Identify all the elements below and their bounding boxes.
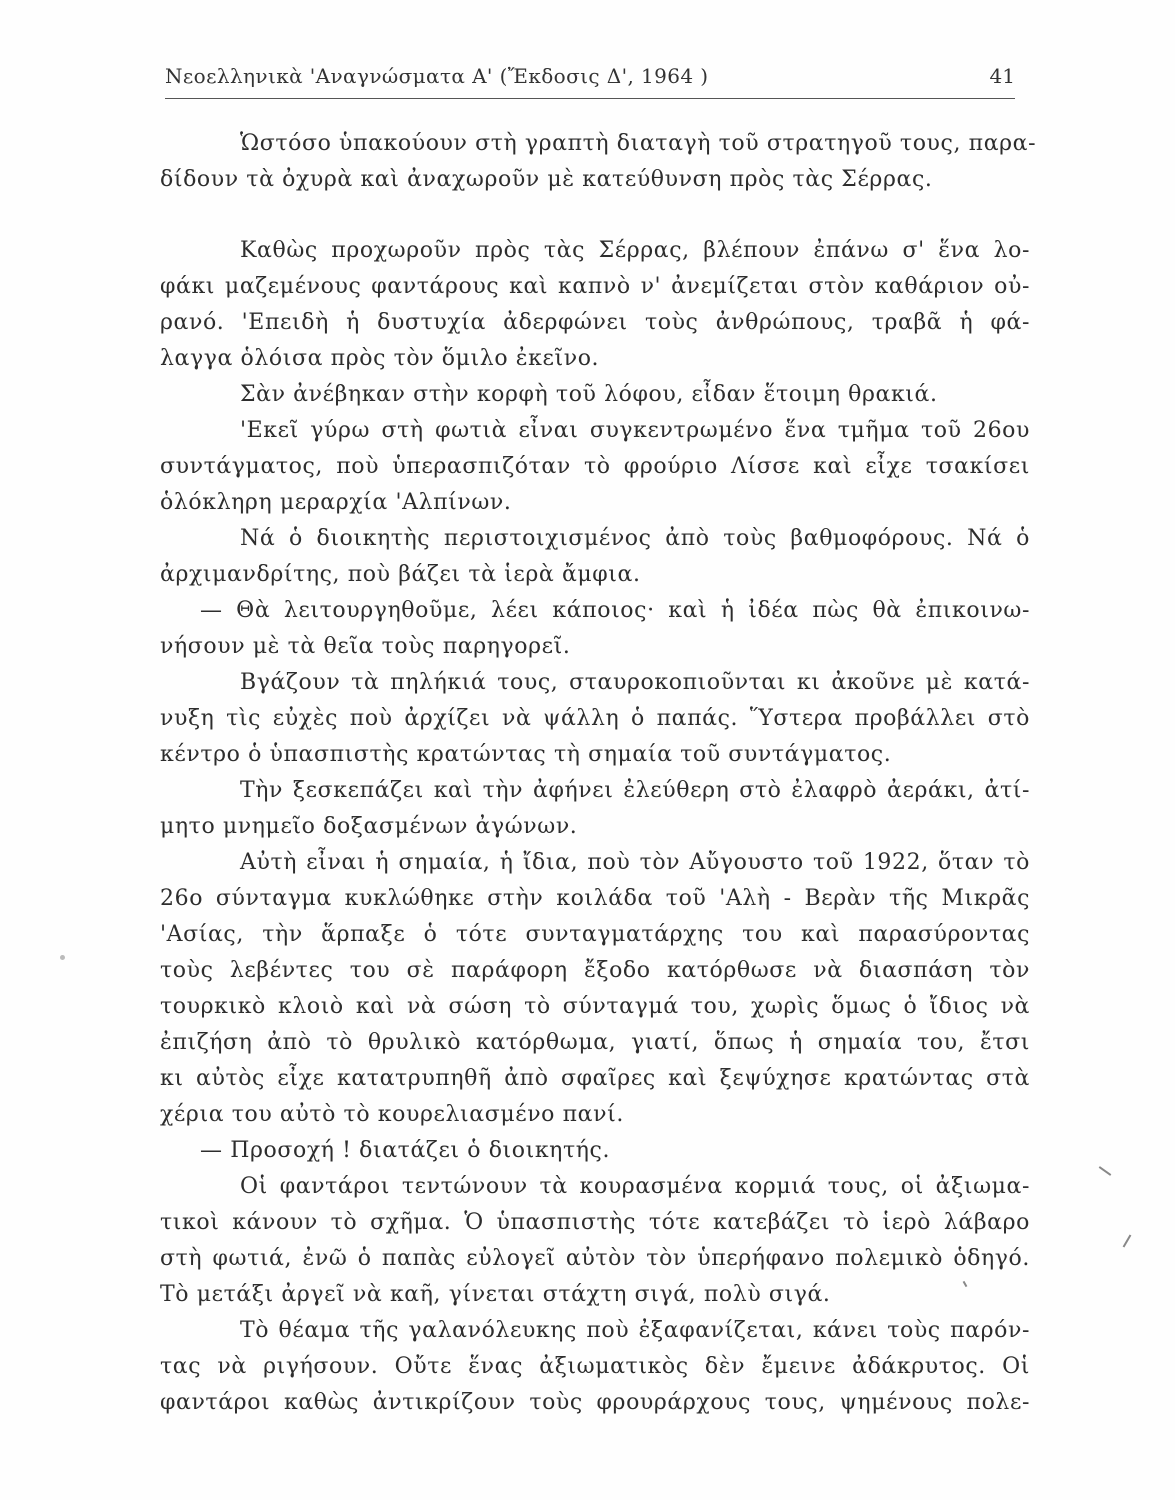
text-line: 26ο σύνταγμα κυκλώθηκε στὴν κοιλάδα τοῦ 'Αλὴ - Βερὰν τῆς Μικρᾶς bbox=[160, 886, 1030, 911]
paragraph bbox=[160, 1133, 1030, 1169]
book-title: Νεοελληνικὰ 'Αναγνώσματα Α' (Ἔκδοσις Δ', 1964 ) bbox=[165, 64, 709, 88]
paragraph bbox=[160, 845, 1030, 1133]
paragraph bbox=[160, 126, 1037, 198]
paragraph bbox=[160, 773, 1030, 845]
scan-mark bbox=[1099, 1166, 1112, 1176]
text-line: Νά ὁ διοικητὴς περιστοιχισμένος ἀπὸ τοὺς βαθμοφόρους. Νά ὁ bbox=[240, 526, 1030, 551]
running-header bbox=[165, 64, 1015, 99]
text-line: Βγάζουν τὰ πηλήκιά τους, σταυροκοπιοῦνται κι ἀκοῦνε μὲ κατά- bbox=[240, 670, 1030, 695]
paragraph bbox=[160, 665, 1030, 773]
paragraph bbox=[160, 1169, 1030, 1313]
text-line: νυξη τὶς εὐχὲς ποὺ ἀρχίζει νὰ ψάλλη ὁ παπάς. Ὕστερα προβάλλει στὸ bbox=[160, 706, 1030, 731]
text-line: τουρκικὸ κλοιὸ καὶ νὰ σώση τὸ σύνταγμά του, χωρὶς ὅμως ὁ ἴδιος νὰ bbox=[160, 994, 1030, 1019]
text-line: Καθὼς προχωροῦν πρὸς τὰς Σέρρας, βλέπουν ἐπάνω σ' ἕνα λο- bbox=[240, 238, 1030, 263]
text-line: φάκι μαζεμένους φαντάρους καὶ καπνὸ ν' ἀνεμίζεται στὸν καθάριον οὐ- bbox=[160, 274, 1030, 299]
page-number: 41 bbox=[989, 64, 1015, 88]
paragraph bbox=[160, 233, 1030, 377]
paragraph bbox=[160, 593, 1030, 665]
text-line: φαντάροι καθὼς ἀντικρίζουν τοὺς φρουράρχους τους, ψημένους πολε- bbox=[160, 1390, 1030, 1415]
text-line: Αὐτὴ εἶναι ἡ σημαία, ἡ ἴδια, ποὺ τὸν Αὔγουστο τοῦ 1922, ὅταν τὸ bbox=[240, 850, 1030, 875]
paragraph bbox=[160, 1313, 1030, 1421]
text-line: 'Εκεῖ γύρω στὴ φωτιὰ εἶναι συγκεντρωμένο ἕνα τμῆμα τοῦ 26ου bbox=[240, 418, 1030, 443]
text-line: — Θὰ λειτουργηθοῦμε, λέει κάποιος· καὶ ἡ ἰδέα πὼς θὰ ἐπικοινω- bbox=[200, 598, 1030, 623]
text-line: δίδουν τὰ ὀχυρὰ καὶ ἀναχωροῦν μὲ κατεύθυνση πρὸς τὰς Σέρρας. bbox=[160, 167, 933, 192]
text-line: ἀρχιμανδρίτης, ποὺ βάζει τὰ ἱερὰ ἄμφια. bbox=[160, 562, 641, 587]
paragraph bbox=[160, 377, 1030, 413]
text-line: νήσουν μὲ τὰ θεῖα τοὺς παρηγορεῖ. bbox=[160, 634, 571, 659]
text-line: κι αὐτὸς εἶχε κατατρυπηθῆ ἀπὸ σφαῖρες καὶ ξεψύχησε κρατώντας στὰ bbox=[160, 1066, 1030, 1091]
text-line: ρανό. 'Επειδὴ ἡ δυστυχία ἀδερφώνει τοὺς ἀνθρώπους, τραβᾶ ἡ φά- bbox=[160, 310, 1030, 335]
text-line: ὁλόκληρη μεραρχία 'Αλπίνων. bbox=[160, 490, 512, 515]
text-line: κέντρο ὁ ὑπασπιστὴς κρατώντας τὴ σημαία τοῦ συντάγματος. bbox=[160, 742, 892, 767]
text-line: Σὰν ἀνέβηκαν στὴν κορφὴ τοῦ λόφου, εἶδαν ἕτοιμη θρακιά. bbox=[240, 382, 938, 407]
text-line: 'Ασίας, τὴν ἅρπαξε ὁ τότε συνταγματάρχης του καὶ παρασύροντας bbox=[160, 922, 1030, 947]
scan-speck bbox=[60, 955, 65, 960]
paragraph bbox=[160, 521, 1030, 593]
text-line: Οἱ φαντάροι τεντώνουν τὰ κουρασμένα κορμιά τους, οἱ ἀξιωμα- bbox=[240, 1174, 1030, 1199]
text-line: λαγγα ὁλόισα πρὸς τὸν ὅμιλο ἐκεῖνο. bbox=[160, 346, 600, 371]
text-line: μητο μνημεῖο δοξασμένων ἀγώνων. bbox=[160, 814, 578, 839]
text-line: τας νὰ ριγήσουν. Οὔτε ἕνας ἀξιωματικὸς δὲν ἔμεινε ἀδάκρυτος. Οἱ bbox=[160, 1354, 1030, 1379]
text-line: χέρια του αὐτὸ τὸ κουρελιασμένο πανί. bbox=[160, 1102, 624, 1127]
paragraph bbox=[160, 413, 1030, 521]
text-line: συντάγματος, ποὺ ὑπερασπιζόταν τὸ φρούριο Λίσσε καὶ εἶχε τσακίσει bbox=[160, 454, 1030, 479]
text-line: — Προσοχή ! διατάζει ὁ διοικητής. bbox=[200, 1138, 611, 1163]
scan-mark bbox=[1123, 1234, 1132, 1247]
text-line: Τὸ μετάξι ἀργεῖ νὰ καῆ, γίνεται στάχτη σιγά, πολὺ σιγά. bbox=[160, 1282, 831, 1307]
text-line: Τὸ θέαμα τῆς γαλανόλευκης ποὺ ἐξαφανίζεται, κάνει τοὺς παρόν- bbox=[240, 1318, 1030, 1343]
text-line: τικοὶ κάνουν τὸ σχῆμα. Ὁ ὑπασπιστὴς τότε κατεβάζει τὸ ἱερὸ λάβαρο bbox=[160, 1210, 1030, 1235]
text-line: ἐπιζήση ἀπὸ τὸ θρυλικὸ κατόρθωμα, γιατί, ὅπως ἡ σημαία του, ἔτσι bbox=[160, 1030, 1030, 1055]
text-line: στὴ φωτιά, ἐνῶ ὁ παπὰς εὐλογεῖ αὐτὸν τὸν ὑπερήφανο πολεμικὸ ὁδηγό. bbox=[160, 1246, 1030, 1271]
text-line: τοὺς λεβέντες του σὲ παράφορη ἔξοδο κατόρθωσε νὰ διασπάση τὸν bbox=[160, 958, 1030, 983]
text-line: Τὴν ξεσκεπάζει καὶ τὴν ἀφήνει ἐλεύθερη στὸ ἐλαφρὸ ἀεράκι, ἀτί- bbox=[240, 778, 1030, 803]
text-line: Ὡστόσο ὑπακούουν στὴ γραπτὴ διαταγὴ τοῦ στρατηγοῦ τους, παρα- bbox=[240, 131, 1037, 156]
body-text bbox=[160, 126, 1037, 1421]
